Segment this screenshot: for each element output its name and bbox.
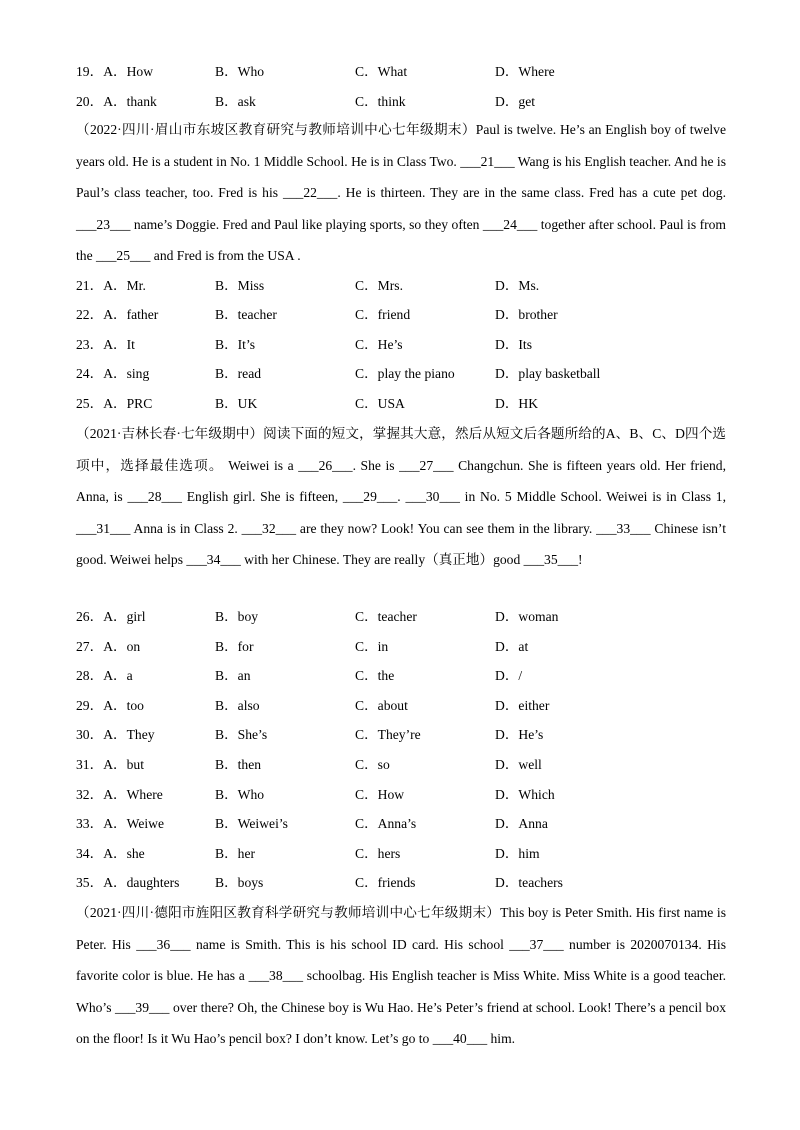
- option-d: D．teachers: [495, 875, 563, 890]
- option-b: B．Weiwei’s: [215, 816, 288, 831]
- option-c: C．the: [355, 668, 395, 683]
- option-c: C．They’re: [355, 727, 421, 742]
- question-28: [76, 665, 726, 687]
- question-26: [76, 606, 726, 628]
- question-30: [76, 724, 726, 746]
- passage-2-text: （2021·吉林长春·七年级期中）阅读下面的短文，掌握其大意，然后从短文后各题所给的A、B、C、D四个选项中，选择最佳选项。 Weiwei is a ___26___. She is ___27___ Changchun. She is fifteen years old. Her friend, Anna, is ___28___ English girl. She is fifteen, ___29___. ___30___ in No. 5 Middle School. Weiwei is in Class 1, ___31___ Anna is in Class 2. ___32___ are they now? Look! You can see them in the library. ___33___ Chinese isn’t good. Weiwei helps ___34___ with her Chinese. They are really（真正地）good ___35___!: [76, 426, 726, 567]
- option-b: B．Miss: [215, 278, 265, 293]
- question-25: [76, 393, 726, 415]
- option-c: C．Mrs.: [355, 278, 403, 293]
- option-d: D．at: [495, 639, 529, 654]
- option-d: D．him: [495, 846, 540, 861]
- option-a: 28．A．a: [76, 668, 133, 683]
- option-d: D．play basketball: [495, 366, 601, 381]
- option-a: 19．A．How: [76, 64, 154, 79]
- question-24: [76, 363, 726, 385]
- option-c: C．about: [355, 698, 408, 713]
- question-27: [76, 636, 726, 658]
- option-b: B．read: [215, 366, 262, 381]
- option-b: B．Who: [215, 787, 265, 802]
- option-b: B．teacher: [215, 307, 277, 322]
- option-a: 21．A．Mr.: [76, 278, 146, 293]
- option-d: D．woman: [495, 609, 559, 624]
- option-b: B．She’s: [215, 727, 268, 742]
- option-a: 27．A．on: [76, 639, 141, 654]
- option-d: D．/: [495, 668, 523, 683]
- option-a: 30．A．They: [76, 727, 155, 742]
- option-c: C．play the piano: [355, 366, 455, 381]
- option-c: C．friend: [355, 307, 411, 322]
- option-d: D．brother: [495, 307, 558, 322]
- option-a: 31．A．but: [76, 757, 144, 772]
- passage-1-text: （2022·四川·眉山市东坡区教育研究与教师培训中心七年级期末）Paul is twelve. He’s an English boy of twelve years old. He is a student in No. 1 Middle School. He is in Class Two. ___21___ Wang is his English teacher. And he is Paul’s class teacher, too. Fred is his ___22___. He is thirteen. They are in the same class. Fred has a cute pet dog. ___23___ name’s Doggie. Fred and Paul like playing sports, so they often ___24___ together after school. Paul is from the ___25___ and Fred is from the USA .: [76, 122, 726, 263]
- option-d: D．HK: [495, 396, 539, 411]
- option-d: D．get: [495, 94, 536, 109]
- option-a: 25．A．PRC: [76, 396, 153, 411]
- option-c: C．so: [355, 757, 390, 772]
- option-a: 24．A．sing: [76, 366, 150, 381]
- option-d: D．Its: [495, 337, 533, 352]
- passage-3-text: （2021·四川·德阳市旌阳区教育科学研究与教师培训中心七年级期末）This boy is Peter Smith. His first name is Peter. His ___36___ name is Smith. This is his school ID card. His school ___37___ number is 2020070134. His favorite color is blue. He has a ___38___ schoolbag. His English teacher is Miss White. Miss White is a good teacher. Who’s ___39___ over there? Oh, the Chinese boy is Wu Hao. He’s Peter’s friend at school. Look! There’s a pencil box on the floor! Is it Wu Hao’s pencil box? I don’t know. Let’s go to ___40___ him.: [76, 905, 726, 1046]
- question-22: [76, 304, 726, 326]
- option-d: D．well: [495, 757, 542, 772]
- question-34: [76, 843, 726, 865]
- option-d: D．Which: [495, 787, 555, 802]
- passage-2: [76, 418, 726, 576]
- question-31: [76, 754, 726, 776]
- option-a: 29．A．too: [76, 698, 144, 713]
- option-c: C．hers: [355, 846, 401, 861]
- option-d: D．either: [495, 698, 550, 713]
- option-c: C．USA: [355, 396, 405, 411]
- option-d: D．Anna: [495, 816, 548, 831]
- option-b: B．ask: [215, 94, 256, 109]
- option-b: B．boy: [215, 609, 259, 624]
- option-a: 33．A．Weiwe: [76, 816, 165, 831]
- question-19: [76, 61, 726, 83]
- option-c: C．He’s: [355, 337, 403, 352]
- option-b: B．It’s: [215, 337, 256, 352]
- option-c: C．How: [355, 787, 405, 802]
- option-c: C．friends: [355, 875, 416, 890]
- option-b: B．also: [215, 698, 260, 713]
- option-b: B．then: [215, 757, 262, 772]
- option-d: D．Where: [495, 64, 555, 79]
- option-b: B．boys: [215, 875, 264, 890]
- option-a: 22．A．father: [76, 307, 159, 322]
- passage-1: [76, 114, 726, 272]
- question-29: [76, 695, 726, 717]
- option-a: 23．A．It: [76, 337, 135, 352]
- question-23: [76, 334, 726, 356]
- option-b: B．for: [215, 639, 254, 654]
- option-b: B．Who: [215, 64, 265, 79]
- question-32: [76, 784, 726, 806]
- option-d: D．He’s: [495, 727, 544, 742]
- option-a: 26．A．girl: [76, 609, 146, 624]
- option-a: 35．A．daughters: [76, 875, 180, 890]
- option-c: C．What: [355, 64, 408, 79]
- option-b: B．an: [215, 668, 251, 683]
- option-a: 20．A．thank: [76, 94, 157, 109]
- option-d: D．Ms.: [495, 278, 540, 293]
- option-c: C．in: [355, 639, 389, 654]
- question-33: [76, 813, 726, 835]
- option-a: 32．A．Where: [76, 787, 163, 802]
- option-b: B．her: [215, 846, 256, 861]
- option-c: C．think: [355, 94, 406, 109]
- question-20: [76, 91, 726, 113]
- question-21: [76, 275, 726, 297]
- option-c: C．teacher: [355, 609, 417, 624]
- option-c: C．Anna’s: [355, 816, 417, 831]
- question-35: [76, 872, 726, 894]
- option-b: B．UK: [215, 396, 258, 411]
- passage-3: [76, 897, 726, 1055]
- option-a: 34．A．she: [76, 846, 145, 861]
